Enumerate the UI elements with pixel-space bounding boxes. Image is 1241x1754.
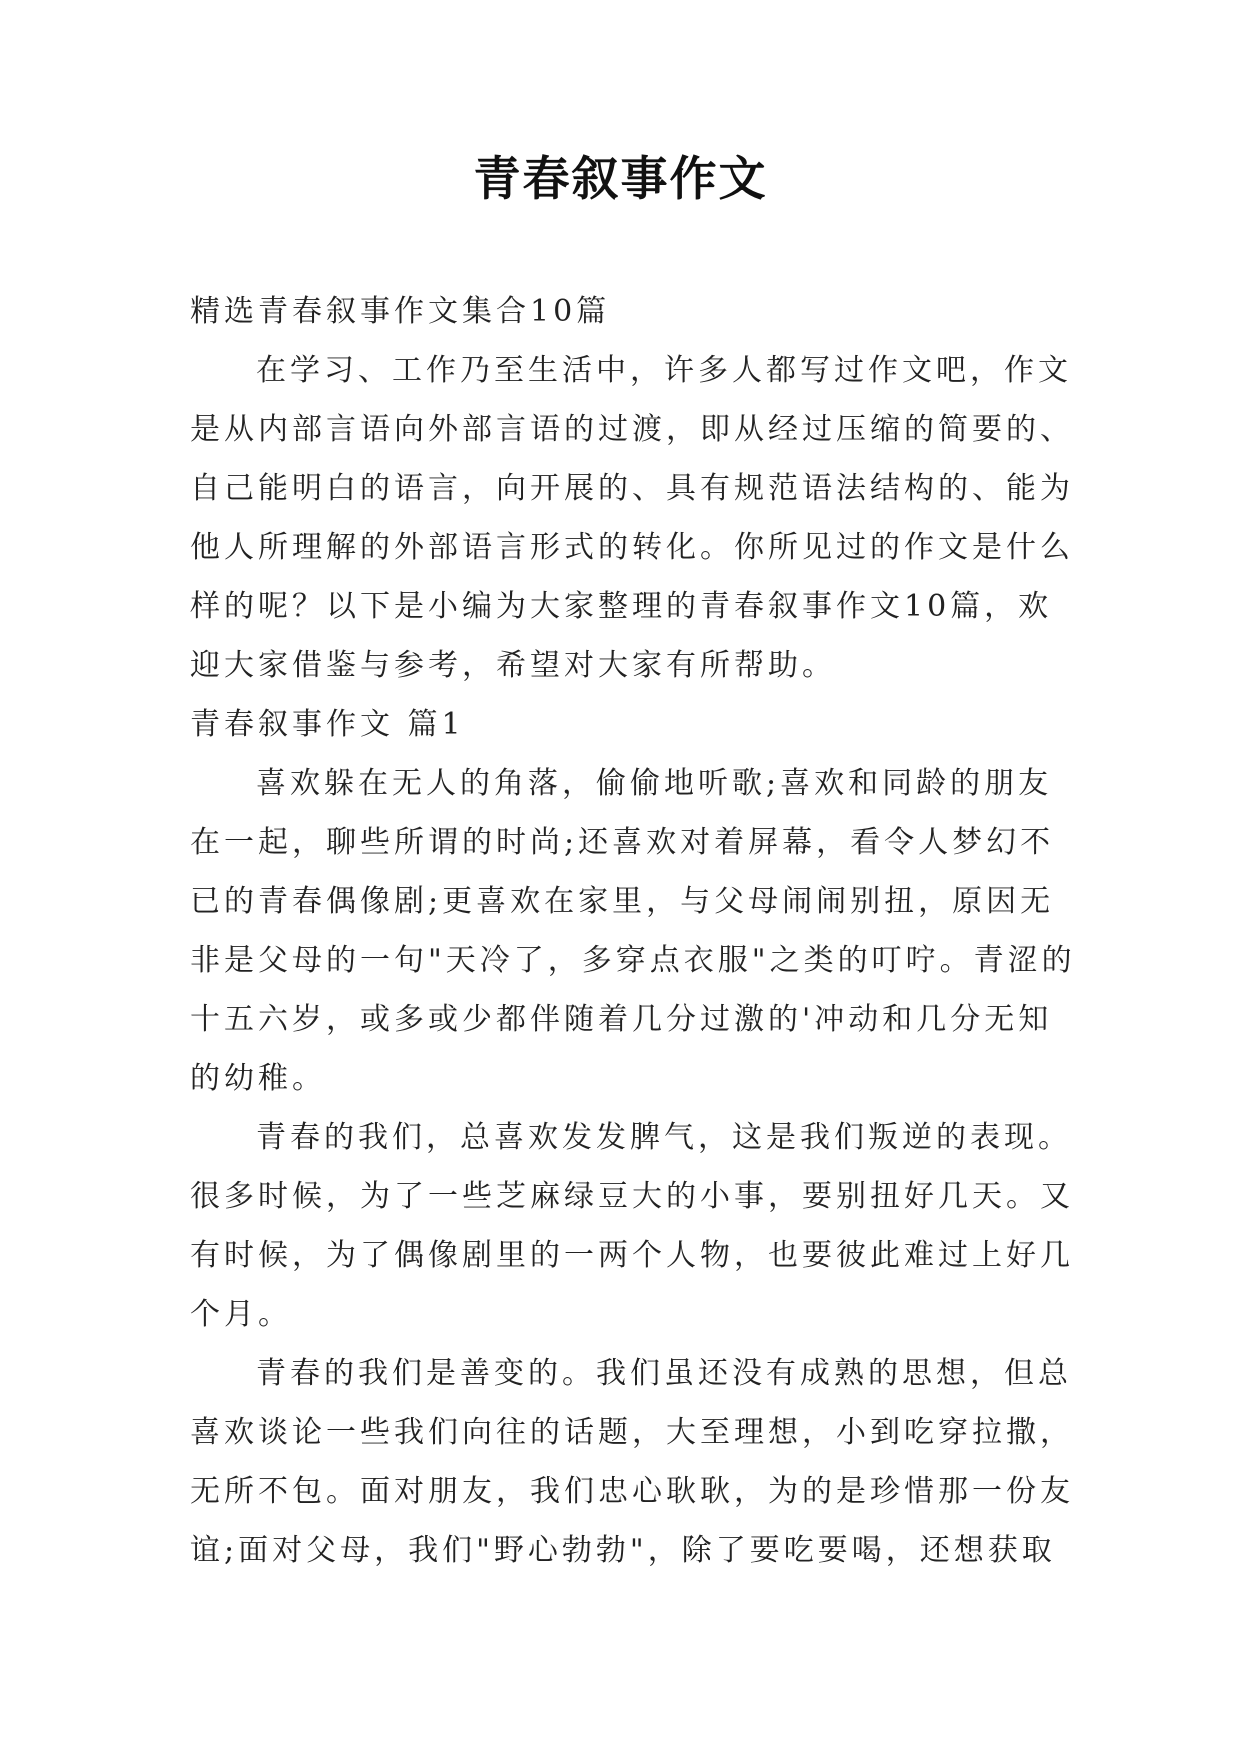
text-line: 自己能明白的语言，向开展的、具有规范语法结构的、能为: [190, 471, 1074, 506]
text-line: 在学习、工作乃至生活中，许多人都写过作文吧，作文: [256, 353, 1072, 388]
text-line: 很多时候，为了一些芝麻绿豆大的小事，要别扭好几天。又: [190, 1179, 1074, 1214]
text-line: 谊;面对父母，我们"野心勃勃"，除了要吃要喝，还想获取: [190, 1533, 1056, 1568]
page-title: 青春叙事作文: [473, 152, 768, 207]
text-line: 青春的我们是善变的。我们虽还没有成熟的思想，但总: [256, 1356, 1072, 1391]
text-line: 青春的我们，总喜欢发发脾气，这是我们叛逆的表现。: [256, 1120, 1072, 1155]
text-line: 的幼稚。: [190, 1061, 326, 1096]
text-line: 十五六岁，或多或少都伴随着几分过激的'冲动和几分无知: [190, 1002, 1053, 1037]
text-line: 迎大家借鉴与参考，希望对大家有所帮助。: [190, 648, 836, 683]
text-line: 样的呢？以下是小编为大家整理的青春叙事作文10篇，欢: [190, 589, 1053, 624]
text-line: 有时候，为了偶像剧里的一两个人物，也要彼此难过上好几: [190, 1238, 1074, 1273]
text-line: 喜欢躲在无人的角落，偷偷地听歌;喜欢和同龄的朋友: [256, 766, 1053, 801]
text-line: 青春叙事作文 篇1: [190, 707, 465, 742]
text-line: 个月。: [190, 1297, 292, 1332]
text-line: 非是父母的一句"天冷了，多穿点衣服"之类的叮咛。青涩的: [190, 943, 1076, 978]
text-line: 精选青春叙事作文集合10篇: [190, 294, 611, 329]
text-line: 是从内部言语向外部言语的过渡，即从经过压缩的简要的、: [190, 412, 1074, 447]
text-line: 已的青春偶像剧;更喜欢在家里，与父母闹闹别扭，原因无: [190, 884, 1055, 919]
text-line: 喜欢谈论一些我们向往的话题，大至理想，小到吃穿拉撒，: [190, 1415, 1074, 1450]
text-line: 无所不包。面对朋友，我们忠心耿耿，为的是珍惜那一份友: [190, 1474, 1074, 1509]
text-line: 在一起，聊些所谓的时尚;还喜欢对着屏幕，看令人梦幻不: [190, 825, 1055, 860]
text-line: 他人所理解的外部语言形式的转化。你所见过的作文是什么: [190, 530, 1074, 565]
document-body: [190, 282, 1076, 1580]
